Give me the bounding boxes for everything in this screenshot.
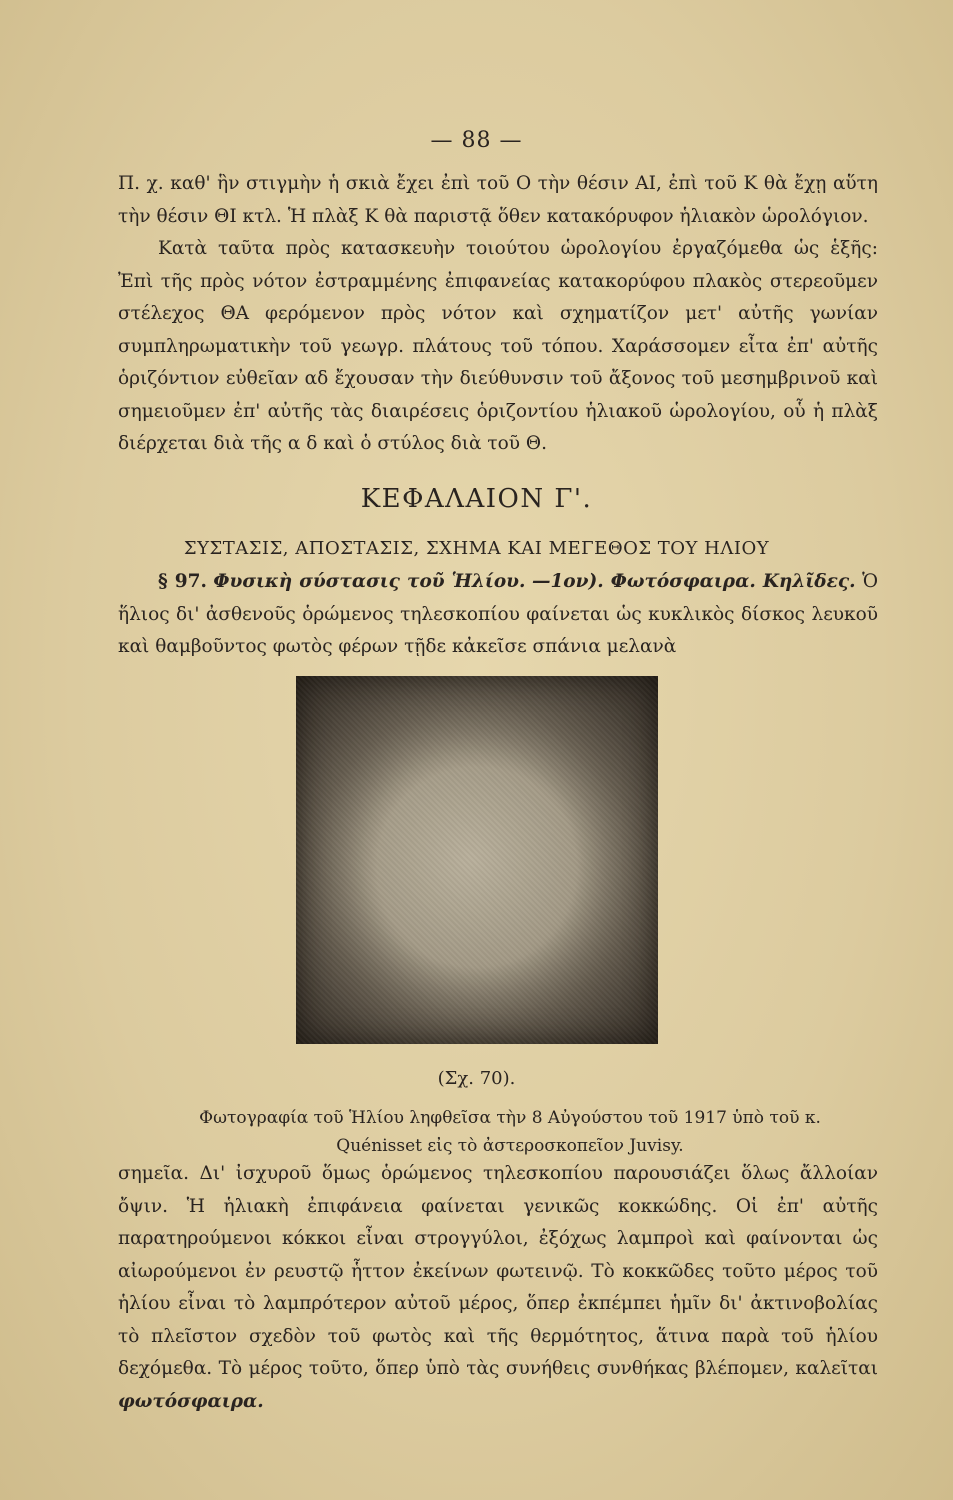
bottom-paragraph: [118, 1158, 878, 1418]
caption-line-2: Quénisset εἰς τὸ ἀστεροσκοπεῖον Juvisy.: [336, 1136, 684, 1156]
photo-grain: [296, 676, 658, 1044]
section-title: Φυσικὴ σύστασις τοῦ Ἡλίου.: [213, 571, 526, 592]
bottom-text-block: [118, 1158, 878, 1418]
section-text-block: [118, 566, 878, 664]
paragraph-2: Κατὰ ταῦτα πρὸς κατασκευὴν τοιούτου ὡρολογίου ἐργαζόμεθα ὡς ἑξῆς: Ἐπὶ τῆς πρὸς νότον ἐστραμμένης ἐπιφανείας κατακορύφου πλακὸς στερεοῦμεν στέλεχος ΘΑ φερόμενον πρὸς νότον καὶ σχηματίζον μετ' αὐτῆς γωνίαν συμπληρωματικὴν τοῦ γεωγρ. πλάτους τοῦ τόπου. Χαράσσομεν εἶτα ἐπ' αὐτῆς ὁριζόντιον εὐθεῖαν αδ ἔχουσαν τὴν διεύθυνσιν τοῦ ἄξονος τοῦ μεσημβρινοῦ καὶ σημειοῦμεν ἐπ' αὐτῆς τὰς διαιρέσεις ὁριζοντίου ἡλιακοῦ ὡρολογίου, οὗ ἡ πλὰξ διέρχεται διὰ τῆς α δ καὶ ὁ στύλος διὰ τοῦ Θ.: [118, 238, 878, 454]
section-number: § 97.: [158, 571, 207, 592]
top-text-block: [118, 168, 878, 461]
section-subtitle: —1ον). Φωτόσφαιρα. Κηλῖδες.: [531, 571, 856, 592]
bottom-paragraph-term: φωτόσφαιρα.: [118, 1390, 264, 1412]
bottom-paragraph-text: σημεῖα. Δι' ἰσχυροῦ ὅμως ὁρώμενος τηλεσκοπίου παρουσιάζει ὅλως ἄλλοίαν ὄψιν. Ἡ ἡλιακὴ ἐπιφάνεια φαίνεται γενικῶς κοκκώδης. Οἱ ἐπ' αὐτῆς παρατηρούμενοι κόκκοι εἶναι στρογγύλοι, ἐξόχως λαμπροὶ καὶ φαίνονται ὡς αἰωρούμενοι ἐν ρευστῷ ἧττον ἐκείνων φωτεινῷ. Τὸ κοκκῶδες τοῦτο μέρος τοῦ ἡλίου εἶναι τὸ λαμπρότερον αὐτοῦ μέρος, ὅπερ ἐκπέμπει ἡμῖν δι' ἀκτινοβολίας τὸ πλεῖστον σχεδὸν τοῦ φωτὸς καὶ τῆς θερμότητος, ἅτινα παρὰ τοῦ ἡλίου δεχόμεθα. Τὸ μέρος τοῦτο, ὅπερ ὑπὸ τὰς συνήθεις συνθήκας βλέπομεν, καλεῖται: [118, 1163, 878, 1379]
figure-label: (Σχ. 70).: [437, 1068, 516, 1089]
section-text: Ὁ ἥλιος δι' ἀσθενοῦς ὁρώμενος τηλεσκοπίου φαίνεται ὡς κυκλικὸς δίσκος λευκοῦ καὶ θαμβοῦντος φωτὸς φέρων τῇδε κἀκεῖσε σπάνια μελανὰ: [118, 571, 878, 657]
figure-caption: [150, 1104, 870, 1160]
sun-photograph: [296, 676, 658, 1044]
page-number: — 88 —: [430, 128, 523, 153]
section-paragraph: [118, 566, 878, 664]
chapter-heading: ΚΕΦΑΛΑΙΟΝ Γ'.: [360, 484, 593, 514]
chapter-subtitle: ΣΥΣΤΑΣΙΣ, ΑΠΟΣΤΑΣΙΣ, ΣΧΗΜΑ ΚΑΙ ΜΕΓΕΘΟΣ ΤΟΥ ΗΛΙΟΥ: [183, 538, 770, 559]
caption-line-1: Φωτογραφία τοῦ Ἡλίου ληφθεῖσα τὴν 8 Αὐγούστου τοῦ 1917 ὑπὸ τοῦ κ.: [199, 1108, 821, 1128]
paragraph-1: Π. χ. καθ' ἣν στιγμὴν ἡ σκιὰ ἔχει ἐπὶ τοῦ Ο τὴν θέσιν ΑΙ, ἐπὶ τοῦ Κ θὰ ἔχῃ αὕτη τὴν θέσιν ΘΙ κτλ. Ἡ πλὰξ Κ θὰ παριστᾷ ὅθεν κατακόρυφον ἡλιακὸν ὡρολόγιον.: [118, 173, 878, 227]
